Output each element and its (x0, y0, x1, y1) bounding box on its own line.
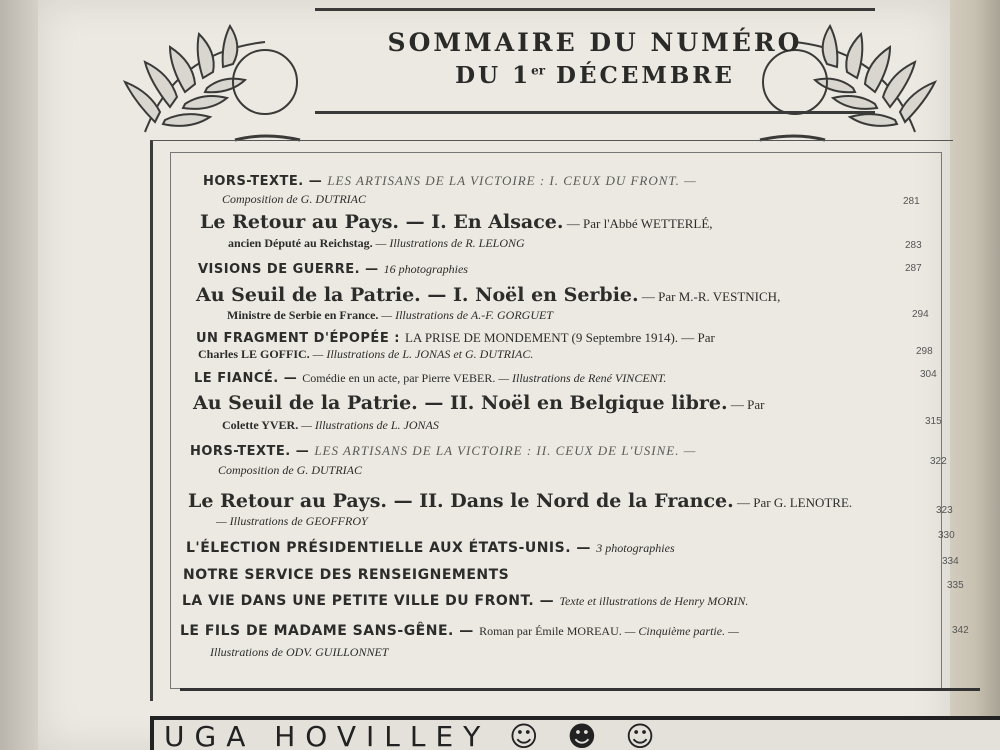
page-number: 304 (920, 369, 937, 380)
bottom-rule (180, 688, 980, 691)
toc-entry: UN FRAGMENT D'ÉPOPÉE : LA PRISE DE MONDEMENT (9 Septembre 1914). — Par (196, 330, 715, 346)
toc-entry-credit: ancien Député au Reichstag. — Illustrations de R. LELONG (228, 236, 525, 250)
toc-entry-credit: Charles LE GOFFIC. — Illustrations de L. JONAS et G. DUTRIAC. (198, 347, 534, 361)
toc-entry-credit: Composition de G. DUTRIAC (222, 192, 366, 206)
toc-entry: LA VIE DANS UNE PETITE VILLE DU FRONT. — Texte et illustrations de Henry MORIN. (182, 593, 749, 609)
toc-entry: HORS-TEXTE. — LES ARTISANS DE LA VICTOIRE : I. CEUX DU FRONT. — (203, 173, 697, 189)
page-title: SOMMAIRE DU NUMÉRO (387, 28, 803, 57)
page-number: 335 (947, 580, 964, 591)
page-number: 298 (916, 346, 933, 357)
page-number: 322 (930, 456, 947, 467)
page-number: 330 (938, 530, 955, 541)
page-number: 281 (903, 196, 920, 207)
toc-entry-credit: Ministre de Serbie en France. — Illustrations de A.-F. GORGUET (227, 308, 553, 322)
toc-entry: L'ÉLECTION PRÉSIDENTIELLE AUX ÉTATS-UNIS. — 3 photographies (186, 540, 675, 556)
toc-entry: HORS-TEXTE. — LES ARTISANS DE LA VICTOIRE : II. CEUX DE L'USINE. — (190, 443, 697, 459)
toc-entry: LE FILS DE MADAME SANS-GÊNE. — Roman par Émile MOREAU. — Cinquième partie. — (180, 623, 739, 639)
toc-entry: Au Seuil de la Patrie. — I. Noël en Serbie. — Par M.-R. VESTNICH, (196, 284, 781, 306)
toc-entry: NOTRE SERVICE DES RENSEIGNEMENTS (183, 567, 510, 583)
page-number: 283 (905, 240, 922, 251)
page-header (115, 0, 945, 160)
toc-entry: Au Seuil de la Patrie. — II. Noël en Belgique libre. — Par (193, 392, 765, 414)
toc-entry-credit: Composition de G. DUTRIAC (218, 463, 362, 477)
laurel-wreath-icon (115, 12, 305, 152)
page-number: 294 (912, 309, 929, 320)
toc-entry: LE FIANCÉ. — Comédie en un acte, par Pierre VEBER. — Illustrations de René VINCENT. (194, 371, 667, 386)
page-number: 315 (925, 416, 942, 427)
issue-date: DU 1er DÉCEMBRE (455, 62, 735, 89)
page-number: 287 (905, 263, 922, 274)
background-left (0, 0, 40, 750)
toc-entry: VISIONS DE GUERRE. — 16 photographies (198, 262, 468, 277)
toc-entry-credit: Colette YVER. — Illustrations de L. JONAS (222, 418, 439, 432)
footer-illustration-strip: UGA HOVILLEY ☺ ☻ ☺ (150, 716, 1000, 750)
toc-entry: Le Retour au Pays. — II. Dans le Nord de la France. — Par G. LENOTRE. (188, 490, 853, 512)
page-number: 342 (952, 625, 969, 636)
toc-entry-credit: Illustrations de ODV. GUILLONNET (210, 645, 389, 659)
page-number: 323 (936, 505, 953, 516)
toc-entry-credit: — Illustrations de GEOFFROY (216, 514, 368, 528)
toc-entry: Le Retour au Pays. — I. En Alsace. — Par l'Abbé WETTERLÉ, (200, 211, 713, 233)
page-number: 334 (942, 556, 959, 567)
